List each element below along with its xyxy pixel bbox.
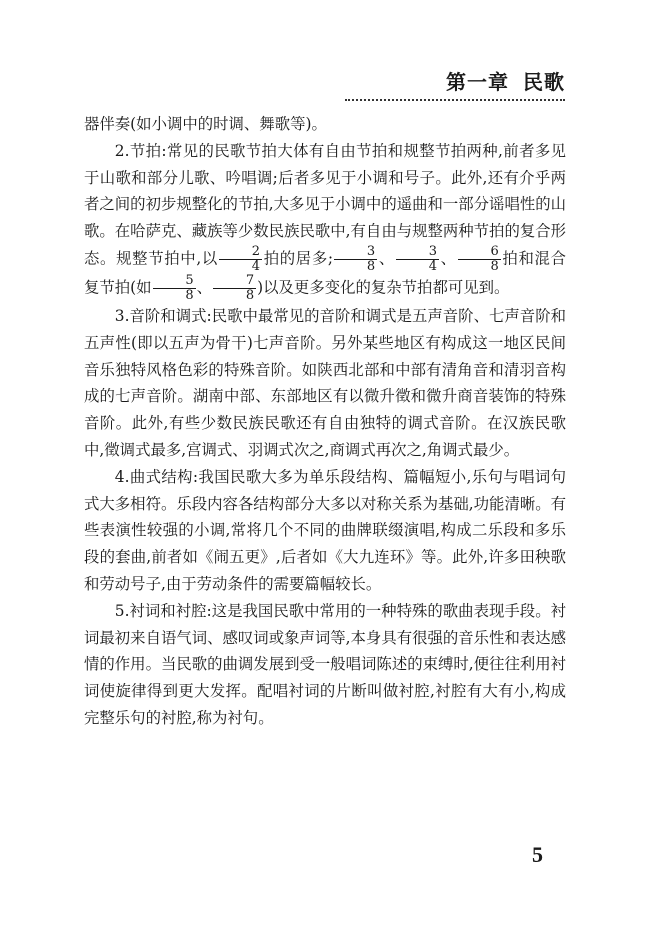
fraction-3-4: $\frac{3}{4}$ [396,245,439,274]
paragraph-form-structure: 4.曲式结构:我国民歌大多为单乐段结构、篇幅短小,乐句与唱词句式大多相符。乐段内容各结构部分大多以对称关系为基础,功能清晰。有些表演性较强的小调,常将几个不同的曲牌联缀演唱,构成二乐段和多乐段的套曲,前者如《闹五更》,后者如《大九连环》等。此外,许多田秧歌和劳动号子,由于劳动条件的需要篇幅较长。 [84,467,567,593]
meter-separator: 、 [196,278,213,297]
meter-separator: 、 [439,249,457,268]
meter-separator: 、 [378,249,395,268]
fraction-3-8: $\frac{3}{8}$ [334,245,377,274]
meter-text-1: 2.节拍:常见的民歌节拍大体有自由节拍和规整节拍两种,前者多见于山歌和部分儿歌、吟唱调;后者多见于小调和号子。此外,还有介乎两者之间的初步规整化的节拍,大多见于小调中的遥曲和一部分谣唱性的山歌。在哈萨克、藏族等少数民族民歌中,有自由与规整两种节拍的复合形态。规整节拍中,以 [84,141,567,268]
body-text [84,111,566,732]
meter-text-3: 拍和混合复节拍(如 [84,249,566,297]
meter-text-2: 拍的居多; [263,249,334,268]
fraction-6-8: $\frac{6}{8}$ [458,245,501,274]
page-number: 5 [532,842,543,867]
fraction-5-8: $\frac{5}{8}$ [153,274,196,303]
paragraph-continuation: 器伴奏(如小调中的时调、舞歌等)。 [84,115,327,133]
fraction-2-4: $\frac{2}{4}$ [219,245,262,274]
paragraph-filler-words: 5.衬词和衬腔:这是我国民歌中常用的一种特殊的歌曲表现手段。衬词最初来自语气词、感叹词或象声词等,本身具有很强的音乐性和表达感情的作用。当民歌的曲调发展到受一般唱词陈述的束缚时,便往往利用衬词使旋律得到更大发挥。配唱衬词的片断叫做衬腔,衬腔有大有小,构成完整乐句的衬腔,称为衬句。 [84,601,567,727]
chapter-label: 第一章 [446,70,509,94]
header-dotted-rule [345,99,565,101]
running-header [415,66,565,95]
fraction-7-8: $\frac{7}{8}$ [213,274,256,303]
paragraph-meter [84,138,566,303]
paragraph-scale-mode: 3.音阶和调式:民歌中最常见的音阶和调式是五声音阶、七声音阶和五声性(即以五声为骨干)七声音阶。另外某些地区有构成这一地区民间音乐独特风格色彩的特殊音阶。如陕西北部和中部有清角音和清羽音构成的七声音阶。湖南中部、东部地区有以微升徵和微升商音装饰的特殊音阶。此外,有些少数民族民歌还有自由独特的调式音阶。在汉族民歌中,徵调式最多,宫调式、羽调式次之,商调式再次之,角调式最少。 [84,306,566,459]
meter-text-4: )以及更多变化的复杂节拍都可见到。 [257,278,510,297]
chapter-title: 民歌 [523,70,565,94]
